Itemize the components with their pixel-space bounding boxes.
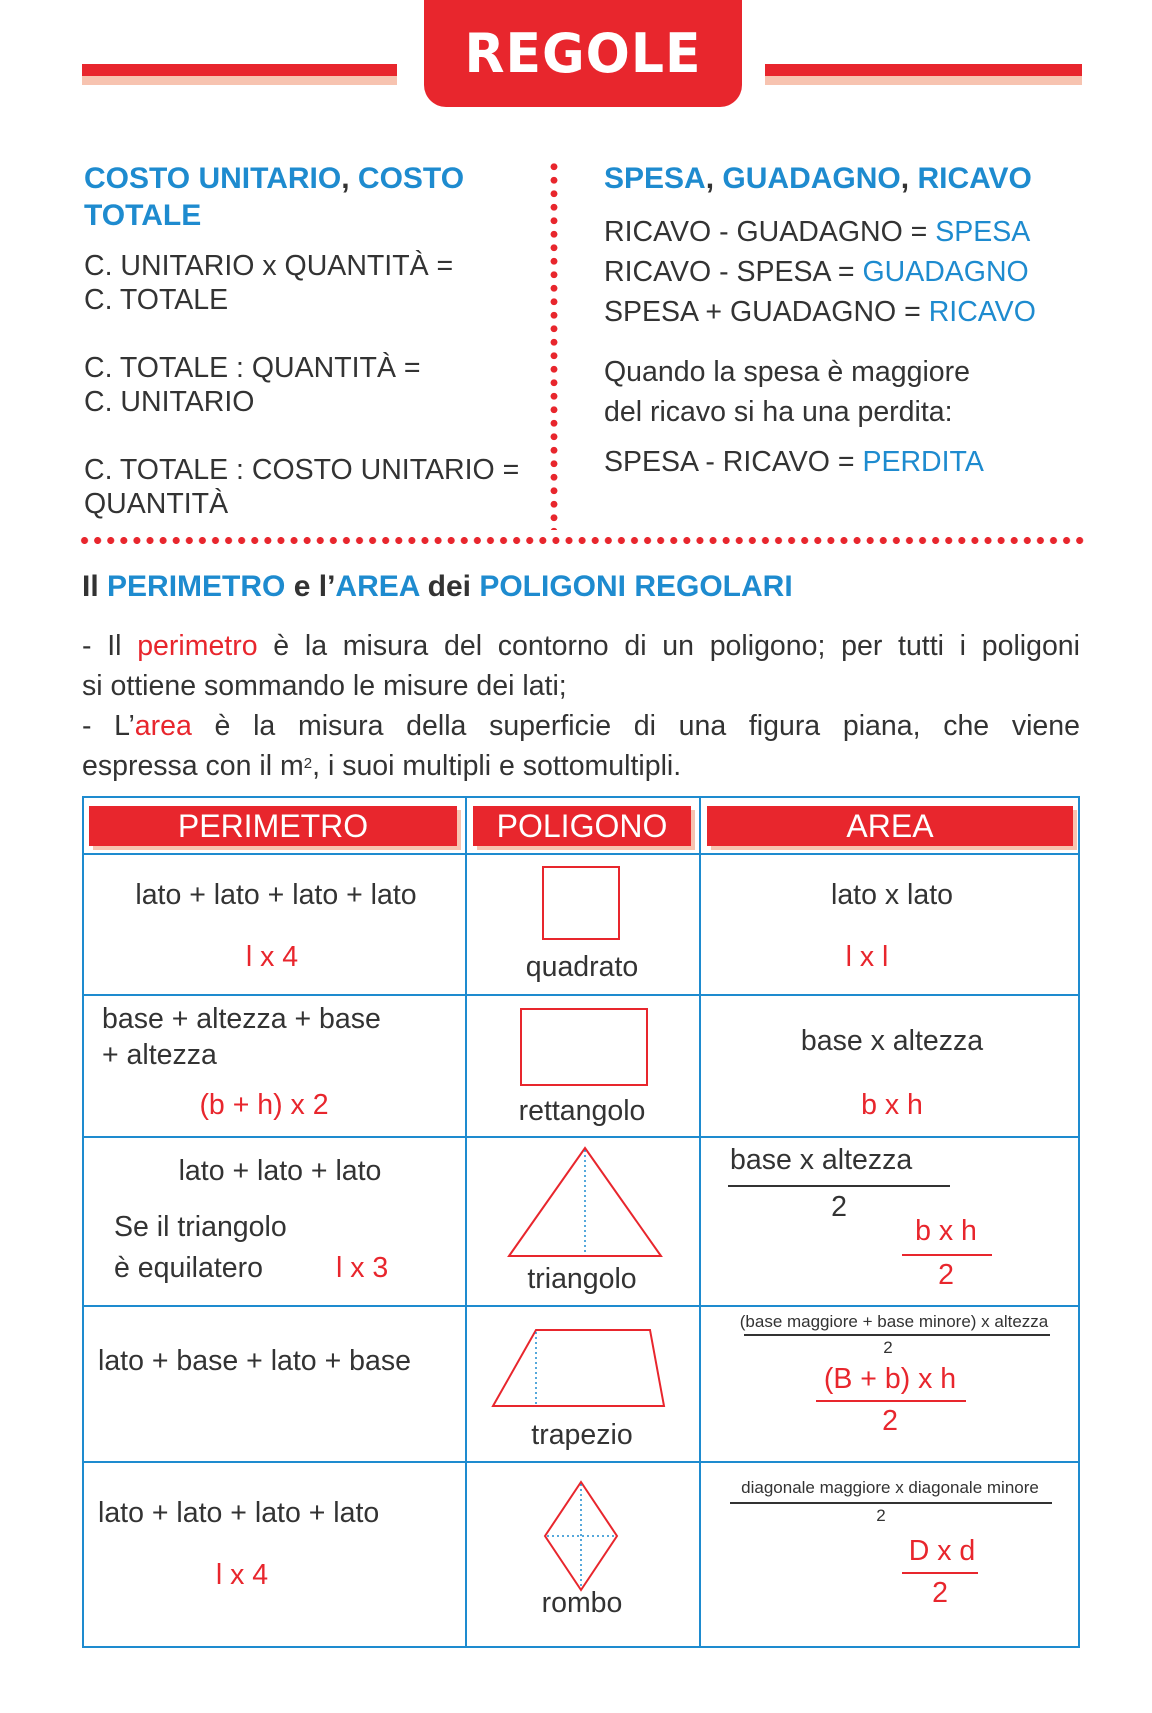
rule-3-left: C. TOTALE : COSTO UNITARIO =	[84, 454, 520, 486]
title-guadagno: GUADAGNO	[722, 162, 901, 195]
row-divider	[84, 994, 1078, 996]
header-rule-right	[765, 64, 1082, 76]
section-title: Il PERIMETRO e l’AREA dei POLIGONI REGOLARI	[82, 570, 793, 603]
row-divider	[84, 1136, 1078, 1138]
rule-perdita: SPESA - RICAVO = PERDITA	[604, 446, 984, 478]
header-perimetro: PERIMETRO	[89, 806, 457, 846]
title-separator: ,	[705, 162, 715, 195]
rombo-label: rombo	[541, 1587, 623, 1619]
title-costo-unitario: COSTO UNITARIO	[84, 162, 342, 195]
quadrato-label: quadrato	[525, 951, 639, 983]
note-line-1: Quando la spesa è maggiore	[604, 356, 970, 388]
header-rule-left	[82, 64, 397, 76]
trapezio-fraction-bar	[744, 1334, 1050, 1336]
title-costo: COSTO	[357, 162, 465, 195]
vertical-dotted-divider	[550, 160, 558, 530]
triangolo-fraction-bar	[728, 1185, 950, 1187]
rettangolo-perimetro-line-1: base + altezza + base	[102, 1003, 381, 1035]
title-spesa: SPESA	[604, 162, 706, 195]
rettangolo-label: rettangolo	[518, 1095, 646, 1127]
header-poligono: POLIGONO	[473, 806, 691, 846]
rettangolo-perimetro-line-2: + altezza	[102, 1039, 217, 1071]
trapezio-area-numerator: (base maggiore + base minore) x altezza	[739, 1312, 1049, 1331]
triangolo-area-formula-numerator: b x h	[915, 1215, 977, 1247]
paragraph-area-line-1: - L’area è la misura della superficie di una figura piana, che viene	[82, 710, 1080, 742]
rectangle-shape	[520, 1008, 650, 1088]
rule-ricavo-guadagno: RICAVO - GUADAGNO = SPESA	[604, 216, 1031, 248]
trapezoid-shape	[492, 1328, 666, 1408]
page-title: REGOLE	[464, 22, 702, 86]
rule-1-left: C. UNITARIO x QUANTITÀ =	[84, 250, 454, 282]
trapezio-formula-fraction-bar	[816, 1400, 966, 1402]
rombo-area-formula-denominator: 2	[932, 1577, 948, 1609]
rombo-perimetro: lato + lato + lato + lato	[98, 1497, 380, 1529]
rule-2-result: C. UNITARIO	[84, 386, 255, 418]
trapezio-area-formula-numerator: (B + b) x h	[823, 1363, 957, 1395]
rule-1-result: C. TOTALE	[84, 284, 229, 316]
rombo-formula-fraction-bar	[902, 1572, 978, 1574]
rettangolo-perimetro-formula: (b + h) x 2	[199, 1089, 329, 1121]
paragraph-perimetro-line-2: si ottiene sommando le misure dei lati;	[82, 670, 567, 702]
paragraph-perimetro-line-1: - Il perimetro è la misura del contorno di un poligono; per tutti i poligoni	[82, 630, 1080, 662]
rombo-area-formula-numerator: D x d	[908, 1535, 976, 1567]
rombo-area-numerator: diagonale maggiore x diagonale minore	[741, 1478, 1039, 1497]
triangolo-area-numerator: base x altezza	[730, 1144, 913, 1176]
rule-2-left: C. TOTALE : QUANTITÀ =	[84, 352, 421, 384]
rettangolo-area: base x altezza	[800, 1025, 984, 1057]
rule-spesa-guadagno: SPESA + GUADAGNO = RICAVO	[604, 296, 1036, 328]
horizontal-dotted-divider	[78, 536, 1086, 545]
quadrato-perimetro: lato + lato + lato + lato	[135, 879, 417, 911]
title-separator: ,	[900, 162, 910, 195]
rombo-area-denominator: 2	[876, 1506, 886, 1525]
quadrato-area: lato x lato	[831, 879, 953, 911]
triangolo-perimetro: lato + lato + lato	[178, 1155, 382, 1187]
title-separator: ,	[341, 162, 350, 195]
header-tab	[424, 0, 742, 107]
rule-ricavo-spesa: RICAVO - SPESA = GUADAGNO	[604, 256, 1029, 288]
triangolo-label: triangolo	[527, 1263, 637, 1295]
title-ricavo: RICAVO	[917, 162, 1032, 195]
rettangolo-area-formula: b x h	[861, 1089, 923, 1121]
right-column-title	[604, 160, 1032, 197]
triangle-shape	[508, 1146, 664, 1258]
rombo-perimetro-formula: l x 4	[215, 1559, 269, 1591]
rule-3-result: QUANTITÀ	[84, 488, 229, 520]
rombo-fraction-bar	[730, 1502, 1052, 1504]
title-totale: TOTALE	[84, 199, 202, 232]
quadrato-area-formula: l x l	[845, 941, 889, 973]
triangolo-perimetro-formula: l x 3	[336, 1252, 389, 1284]
trapezio-perimetro: lato + base + lato + base	[98, 1345, 411, 1377]
triangolo-area-formula-denominator: 2	[938, 1259, 954, 1291]
triangolo-note-2: è equilatero	[114, 1252, 263, 1284]
header-area: AREA	[707, 806, 1073, 846]
trapezio-area-formula-denominator: 2	[882, 1405, 898, 1437]
square-shape	[542, 866, 622, 942]
trapezio-area-denominator: 2	[883, 1338, 893, 1357]
row-divider	[84, 853, 1078, 855]
paragraph-area-line-2: espressa con il $m^2$, i suoi multipli e sottomultipli.	[82, 750, 682, 782]
row-divider	[84, 1305, 1078, 1307]
column-divider	[699, 798, 701, 1646]
polygon-table	[82, 796, 1080, 1648]
note-line-2: del ricavo si ha una perdita:	[604, 396, 953, 428]
trapezio-label: trapezio	[531, 1419, 633, 1451]
column-divider	[465, 798, 467, 1646]
triangolo-formula-fraction-bar	[902, 1254, 992, 1256]
left-column-title	[84, 160, 524, 234]
row-divider	[84, 1461, 1078, 1463]
triangolo-area-denominator: 2	[831, 1191, 847, 1223]
triangolo-note-1: Se il triangolo	[114, 1211, 287, 1243]
quadrato-perimetro-formula: l x 4	[245, 941, 299, 973]
rhombus-shape	[544, 1480, 620, 1594]
